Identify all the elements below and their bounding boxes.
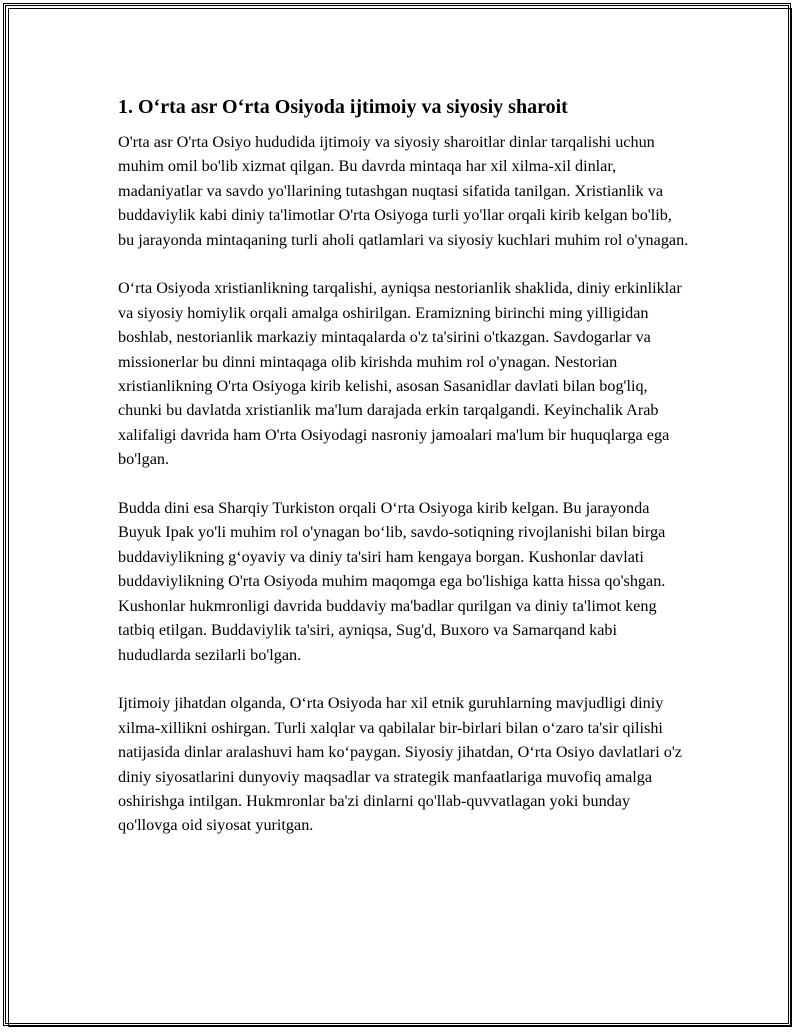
paragraph-2: O‘rta Osiyoda xristianlikning tarqalishi, ayniqsa nestorianlik shaklida, diniy erkinliklar va siyosiy homiylik orqali amalga oshirilgan. Eramizning birinchi ming yilligidan boshlab, nestorianlik markaziy mintaqalarda o'z ta'sirini o'tkazgan. Savdogarlar va missionerlar bu dinni mintaqaga olib kirishda muhim rol o'ynagan. Nestorian xristianlikning O'rta Osiyoga kirib kelishi, asosan Sasanidlar davlati bilan bog'liq, chunki bu davlatda xristianlik ma'lum darajada erkin tarqalgandi. Keyinchalik Arab xalifaligi davrida ham O'rta Osiyodagi nasroniy jamoalari ma'lum bir huquqlarga ega bo'lgan.	[118, 279, 682, 469]
paragraph-4: Ijtimoiy jihatdan olganda, O‘rta Osiyoda har xil etnik guruhlarning mavjudligi diniy xilma-xillikni oshirgan. Turli xalqlar va qabilalar bir-birlari bilan o‘zaro ta'sir qilishi natijasida dinlar aralashuvi ham ko‘paygan. Siyosiy jihatdan, O‘rta Osiyo davlatlari o'z diniy siyosatlarini dunyoviy maqsadlar va strategik manfaatlariga muvofiq amalga oshirishga intilgan. Hukmronlar ba'zi dinlarni qo'llab-quvvatlagan yoki bunday qo'llovga oid siyosat yuritgan.	[118, 694, 682, 835]
paragraph-1: O'rta asr O'rta Osiyo hududida ijtimoiy va siyosiy sharoitlar dinlar tarqalishi uchun muhim omil bo'lib xizmat qilgan. Bu davrda mintaqa har xil xilma-xil dinlar, madaniyatlar va savdo yo'llarining tutashgan nuqtasi sifatida tanilgan. Xristianlik va buddaviylik kabi diniy ta'limotlar O'rta Osiyoga turli yo'llar orqali kirib kelgan bo'lib, bu jarayonda mintaqaning turli aholi qatlamlari va siyosiy kuchlari muhim rol o'ynagan.	[118, 133, 689, 249]
paragraph-3: Budda dini esa Sharqiy Turkiston orqali O‘rta Osiyoga kirib kelgan. Bu jarayonda Buyuk Ipak yo'li muhim rol o'ynagan bo‘lib, savdo-sotiqning rivojlanishi bilan birga buddaviylikning g‘oyaviy va diniy ta'siri ham kengaya borgan. Kushonlar davlati buddaviylikning O'rta Osiyoda muhim maqomga ega bo'lishiga katta hissa qo'shgan. Kushonlar hukmronligi davrida buddaviy ma'badlar qurilgan va diniy ta'limot keng tatbiq etilgan. Buddaviylik ta'siri, ayniqsa, Sug'd, Buxoro va Samarqand kabi hududlarda sezilarli bo'lgan.	[118, 499, 666, 664]
document-body	[118, 94, 692, 862]
section-heading: 1. O‘rta asr O‘rta Osiyoda ijtimoiy va siyosiy sharoit	[118, 96, 568, 118]
